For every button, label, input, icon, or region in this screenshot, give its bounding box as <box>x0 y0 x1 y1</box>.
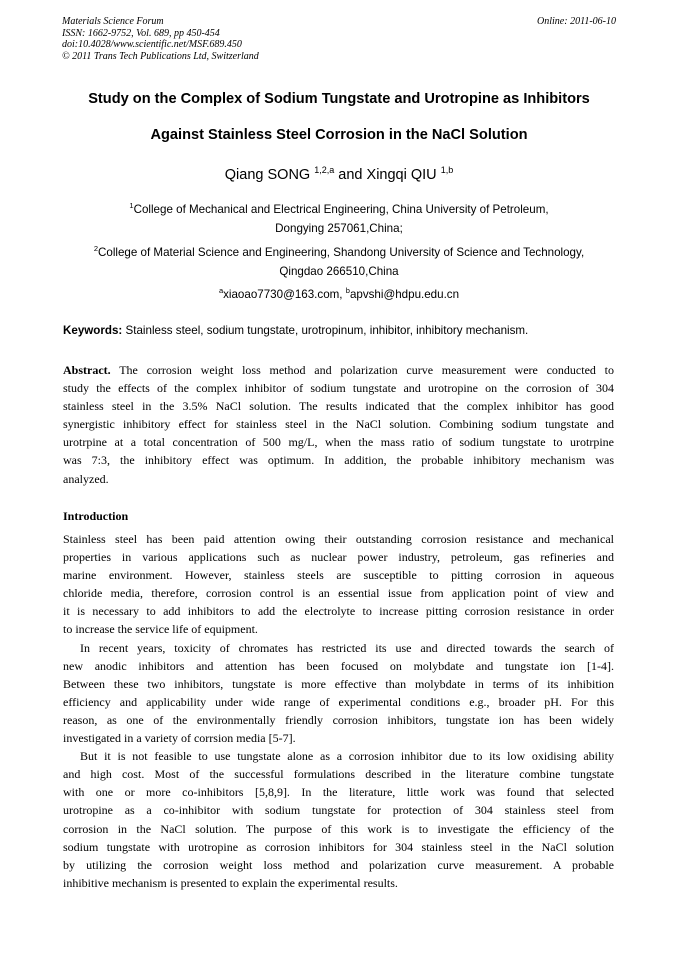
section-heading-introduction: Introduction <box>63 509 129 523</box>
abstract <box>63 361 614 488</box>
email-address: apvshi@hdpu.edu.cn <box>349 288 460 301</box>
abstract-line: The corrosion weight loss method and polarization curve measurement were conducted to <box>119 363 614 377</box>
author-affiliation-mark: 1,2,a <box>314 165 335 176</box>
author-conjunction: and <box>338 167 363 183</box>
journal-copyright: © 2011 Trans Tech Publications Ltd, Switzerland <box>62 50 259 62</box>
affiliation-2 <box>40 244 638 281</box>
email-address: xiaoao7730@163.com, <box>223 288 343 301</box>
abstract-label: Abstract. <box>63 363 111 377</box>
journal-doi: doi:10.4028/www.scientific.net/MSF.689.450 <box>62 39 242 50</box>
paper-title-line-1: Study on the Complex of Sodium Tungstate and Urotropine as Inhibitors <box>88 91 590 107</box>
affiliation-mark: 2 <box>93 244 98 254</box>
paragraph-line: efficiency and applicability under wide range of experimental conditions e.g., broader pH. For this <box>63 694 614 709</box>
journal-issn: ISSN: 1662-9752, Vol. 689, pp 450-454 <box>62 27 220 39</box>
paragraph-line: chloride media, therefore, corrosion control is an essential issue from application point of view and <box>63 586 614 601</box>
paragraph-line: inhibitive mechanism is presented to explain the experimental results. <box>63 875 398 890</box>
paragraph-line: by utilizing the corrosion weight loss method and polarization curve measurement. A probable <box>63 857 614 872</box>
affiliation-text: Qingdao 266510,China <box>279 264 399 278</box>
keywords <box>63 324 623 337</box>
paragraph-line: properties in various applications such as nuclear power industry, petroleum, gas refineries and <box>63 550 614 565</box>
author-emails <box>40 286 638 305</box>
affiliation-text: College of Mechanical and Electrical Engineering, China University of Petroleum, <box>133 203 549 216</box>
abstract-line: analyzed. <box>63 471 109 486</box>
paragraph-line: it is necessary to add inhibitors to add the electrolyte to increase pitting corrosion resistance in order <box>63 604 614 619</box>
paragraph-line: reason, as one of the environmentally friendly corrosion inhibitors, tungstate ion has been widely <box>63 712 614 727</box>
paragraph-line: to increase the service life of equipment. <box>63 622 258 637</box>
author-list <box>40 167 638 183</box>
author-name: Xingqi QIU <box>366 167 437 183</box>
affiliation-1 <box>40 201 638 238</box>
author-name: Qiang SONG <box>224 167 311 183</box>
abstract-line: was 7:3, the inhibitory effect was optimum. In addition, the probable inhibitory mechanism was <box>63 453 614 468</box>
paragraph-line: In recent years, toxicity of chromates has restricted its use and directed towards the search of <box>80 640 614 655</box>
paragraph-line: corrosion in the NaCl solution. The purpose of this work is to investigate the efficiency of the <box>63 821 614 836</box>
paragraph-line: new anodic inhibitors and attention has been focused on molybdate and tungstate ion [1-4]. <box>63 658 614 673</box>
keywords-label: Keywords: <box>63 324 123 337</box>
introduction-body <box>63 530 614 892</box>
paragraph-line: and high cost. Most of the successful formulations described in the literature combine tungstate <box>63 767 614 782</box>
email-mark: b <box>345 286 350 296</box>
affiliation-mark: 1 <box>129 201 134 211</box>
email-mark: a <box>218 286 224 296</box>
paragraph-line: marine environment. However, stainless steels are susceptible to pitting corrosion in aqueous <box>63 568 614 583</box>
journal-header <box>62 16 259 62</box>
keywords-text: Stainless steel, sodium tungstate, urotropinum, inhibitor, inhibitory mechanism. <box>125 324 529 337</box>
paragraph-line: Between these two inhibitors, tungstate is more effective than molybdate in terms of its inhibition <box>63 676 614 691</box>
author-affiliation-mark: 1,b <box>440 165 454 176</box>
paragraph-line: Stainless steel has been paid attention owing their outstanding corrosion resistance and mechanical <box>63 532 614 546</box>
affiliation-text: College of Material Science and Engineering, Shandong University of Science and Technology, <box>98 246 585 259</box>
abstract-line: stainless steel in the 3.5% NaCl solution. The results indicated that the complex inhibitor has good <box>63 399 614 414</box>
paragraph-line: with one or more co-inhibitors [5,8,9]. In the literature, little work was found that selected <box>63 785 614 800</box>
affiliation-text: Dongying 257061,China; <box>275 221 403 235</box>
journal-name: Materials Science Forum <box>62 16 164 27</box>
paper-title-line-2: Against Stainless Steel Corrosion in the NaCl Solution <box>150 127 528 143</box>
paragraph-line: urotropine as a co-inhibitor with sodium tungstate for protection of 304 stainless steel from <box>63 803 614 818</box>
abstract-line: study the effects of the complex inhibitor of sodium tungstate and urotropine on the corrosion of 304 <box>63 381 614 396</box>
paragraph-line: sodium tungstate with urotropine as corrosion inhibitors for 304 stainless steel in the NaCl solution <box>63 839 614 854</box>
paragraph-line: But it is not feasible to use tungstate alone as a corrosion inhibitor due to its low oxidising ability <box>80 749 614 764</box>
abstract-line: synergistic inhibitory effect for stainless steel in the NaCl solution. Combining sodium tungstate and <box>63 417 614 432</box>
online-date: Online: 2011-06-10 <box>537 16 616 27</box>
paragraph-line: investigated in a variety of corrsion media [5-7]. <box>63 731 296 746</box>
abstract-line: urotrpine at a total concentration of 500 mg/L, when the mass ratio of sodium tungstate to urotrpine <box>63 435 614 450</box>
